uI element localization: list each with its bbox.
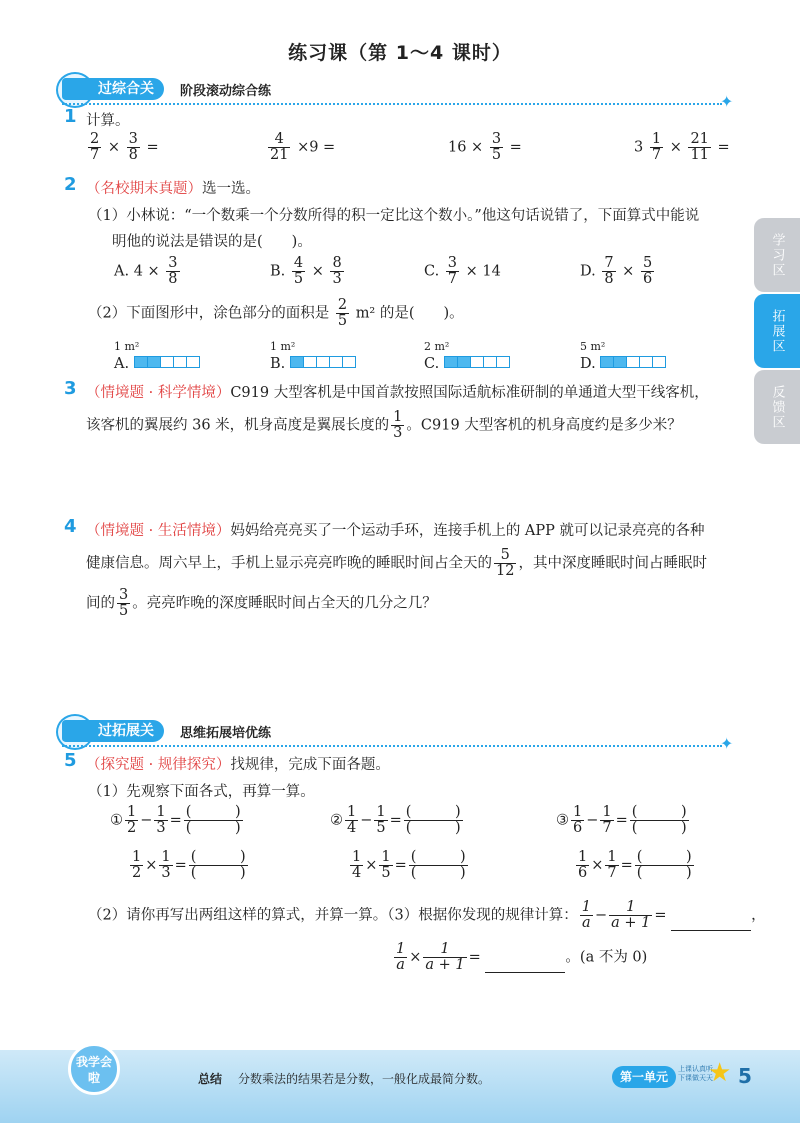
option-d-grid: D. [580, 356, 665, 372]
fraction: $\frac{2}{7}$ [90, 131, 100, 164]
shape-grid [290, 356, 355, 372]
question-header [86, 177, 260, 198]
option-b-grid: B. [270, 356, 355, 372]
question-prompt: 计算。 [86, 113, 130, 129]
question-number: 5 [64, 750, 77, 771]
q2-part1-line1: （1）小林说：“一个数乘一个分数所得的积一定比这个数小。”他这句话说错了，下面算式中能说 [88, 208, 700, 224]
grid-cell [186, 356, 200, 368]
q5-part1: （1）先观察下面各式，再算一算。 [88, 784, 315, 800]
grid-cell [444, 356, 458, 368]
grid-cell [342, 356, 356, 368]
section-subtitle: 思维拓展培优练 [180, 726, 272, 741]
grid-cell [134, 356, 148, 368]
grid-cell [457, 356, 471, 368]
q5-part3-line2: $\frac{1}{a}$ × $\frac{1}{a + 1}$ = 。(a 不为 0) [396, 941, 648, 974]
question-number: 2 [64, 174, 77, 195]
page-number: 5 [738, 1064, 752, 1088]
pattern-minus-2: ② $\frac{1}{4}$ − $\frac{1}{5}$ = $\frac{( )}{( )}$ [330, 804, 461, 837]
question-number: 3 [64, 378, 77, 399]
question-header [86, 753, 390, 774]
fraction: $\frac{3}{8}$ [128, 131, 138, 164]
fraction: $\frac{8}{3}$ [332, 255, 342, 288]
question-prompt: 找规律，完成下面各题。 [230, 757, 390, 773]
answer-blank[interactable] [485, 972, 565, 973]
pattern-minus-1: ① $\frac{1}{2}$ − $\frac{1}{3}$ = $\frac{( )}{( )}$ [110, 804, 241, 837]
summary-label: 总结 [198, 1072, 223, 1086]
grid-cell [173, 356, 187, 368]
question-number: 1 [64, 106, 77, 127]
q4-line3: 间的 $\frac{3}{5}$ 。亮亮昨晚的深度睡眠时间占全天的几分之几？ [86, 587, 437, 620]
star-icon: ★ [708, 1058, 732, 1088]
q1-item-2: $\frac{4}{21}$ ×9 = [270, 131, 336, 164]
question-tag: （情境题 · 科学情境） [86, 385, 231, 401]
footer-logo: 我学会啦 [68, 1043, 120, 1095]
fraction: $\frac{4}{21}$ [270, 131, 289, 164]
summary-text: 分数乘法的结果若是分数，一般化成最简分数。 [238, 1072, 491, 1086]
option-c-grid: C. [424, 356, 509, 372]
answer-blank[interactable] [671, 930, 751, 931]
shape-grid [600, 356, 665, 372]
q4-line1: （情境题 · 生活情境）妈妈给亮亮买了一个运动手环，连接手机上的 APP 就可以记录亮亮的各种 [86, 523, 705, 539]
area-label: 2 m² [424, 340, 450, 353]
q2-part2: （2）下面图形中，涂色部分的面积是 $\frac{2}{5}$ m² 的是( )。 [88, 297, 464, 330]
grid-cell [626, 356, 640, 368]
q1-item-3: 16 × $\frac{3}{5}$ = [448, 131, 522, 164]
question-number: 4 [64, 516, 77, 537]
fraction: $\frac{21}{11}$ [690, 131, 709, 164]
grid-cell [483, 356, 497, 368]
grid-cell [303, 356, 317, 368]
grid-cell [147, 356, 161, 368]
grid-cell [290, 356, 304, 368]
pattern-times-2: $\frac{1}{4}$ × $\frac{1}{5}$ = $\frac{( )}{( )}$ [352, 849, 466, 882]
section-banner-extension [62, 720, 742, 753]
area-label: 5 m² [580, 340, 606, 353]
question-tag: （情境题 · 生活情境） [86, 523, 231, 539]
fraction: $\frac{3}{5}$ [491, 131, 502, 164]
q3-line2: 该客机的翼展约 36 米，机身高度是翼展长度的 $\frac{1}{3}$ 。C919 大型客机的机身高度约是多少米？ [86, 409, 682, 442]
page-title: 练习课（第 1～4 课时） [288, 42, 512, 64]
q1-item-1: $\frac{2}{7}$ × $\frac{3}{8}$ = [90, 131, 159, 164]
grid-cell [613, 356, 627, 368]
grid-cell [600, 356, 614, 368]
q3-line1: （情境题 · 科学情境）C919 大型客机是中国首款按照国际适航标准研制的单通道大型干线客机， [86, 385, 709, 401]
fraction: $\frac{1}{3}$ [393, 409, 403, 442]
fraction: $\frac{3}{5}$ [119, 587, 129, 620]
question-tag: （名校期末真题） [86, 181, 202, 197]
grid-cell [470, 356, 484, 368]
star-icon: ✦ [720, 734, 734, 753]
grid-cell [639, 356, 653, 368]
fraction: $\frac{5}{12}$ [496, 547, 515, 580]
question-prompt: 选一选。 [202, 181, 260, 197]
option-b: B. $\frac{4}{5}$ × $\frac{8}{3}$ [270, 255, 342, 288]
option-c: C. $\frac{3}{7}$ × 14 [424, 255, 501, 288]
shape-grid [134, 356, 199, 372]
section-badge: 过综合关 [62, 78, 164, 100]
fraction: $\frac{1}{7}$ [651, 131, 662, 164]
section-subtitle: 阶段滚动综合练 [180, 84, 272, 99]
option-d: D. $\frac{7}{8}$ × $\frac{5}{6}$ [580, 255, 653, 288]
section-divider [62, 103, 722, 105]
section-badge: 过拓展关 [62, 720, 164, 742]
grid-cell [160, 356, 174, 368]
option-a-grid: A. [114, 356, 199, 372]
fraction: $\frac{5}{6}$ [642, 255, 653, 288]
tab-extension-area[interactable]: 拓展区 [754, 294, 800, 368]
tab-study-area[interactable]: 学习区 [754, 218, 800, 292]
grid-cell [496, 356, 510, 368]
section-banner-comprehensive [62, 78, 742, 111]
area-label: 1 m² [114, 340, 140, 353]
q2-part1-line2: 明他的说法是错误的是( )。 [112, 234, 312, 250]
fraction: $\frac{3}{8}$ [168, 255, 178, 288]
tab-feedback-area[interactable]: 反馈区 [754, 370, 800, 444]
q5-part2-3: （2）请你再写出两组这样的算式，并算一算。（3）根据你发现的规律计算： $\frac{1}{a}$ − $\frac{1}{a + 1}$ = ， [88, 899, 766, 932]
pattern-times-1: $\frac{1}{2}$ × $\frac{1}{3}$ = $\frac{( )}{( )}$ [132, 849, 246, 882]
fraction: $\frac{7}{8}$ [604, 255, 614, 288]
unit-tag: 第一单元 [612, 1066, 676, 1088]
fraction: $\frac{4}{5}$ [293, 255, 304, 288]
question-tag: （探究题 · 规律探究） [86, 757, 231, 773]
star-icon: ✦ [720, 92, 734, 111]
grid-cell [316, 356, 330, 368]
shape-grid [444, 356, 509, 372]
fraction: $\frac{3}{7}$ [447, 255, 458, 288]
footer-slogan: 上课认真听 下课做天天 [678, 1065, 713, 1082]
q1-item-4: 3 $\frac{1}{7}$ × $\frac{21}{11}$ = [634, 131, 730, 164]
q4-line2: 健康信息。周六早上，手机上显示亮亮昨晚的睡眠时间占全天的 $\frac{5}{12}$ ，其中深度睡眠时间占睡眠时 [86, 547, 707, 580]
area-label: 1 m² [270, 340, 296, 353]
section-divider [62, 745, 722, 747]
pattern-times-3: $\frac{1}{6}$ × $\frac{1}{7}$ = $\frac{( )}{( )}$ [578, 849, 692, 882]
grid-cell [329, 356, 343, 368]
grid-cell [652, 356, 666, 368]
option-a: A. 4 × $\frac{3}{8}$ [114, 255, 178, 288]
pattern-minus-3: ③ $\frac{1}{6}$ − $\frac{1}{7}$ = $\frac{( )}{( )}$ [556, 804, 687, 837]
fraction: $\frac{2}{5}$ [337, 297, 348, 330]
